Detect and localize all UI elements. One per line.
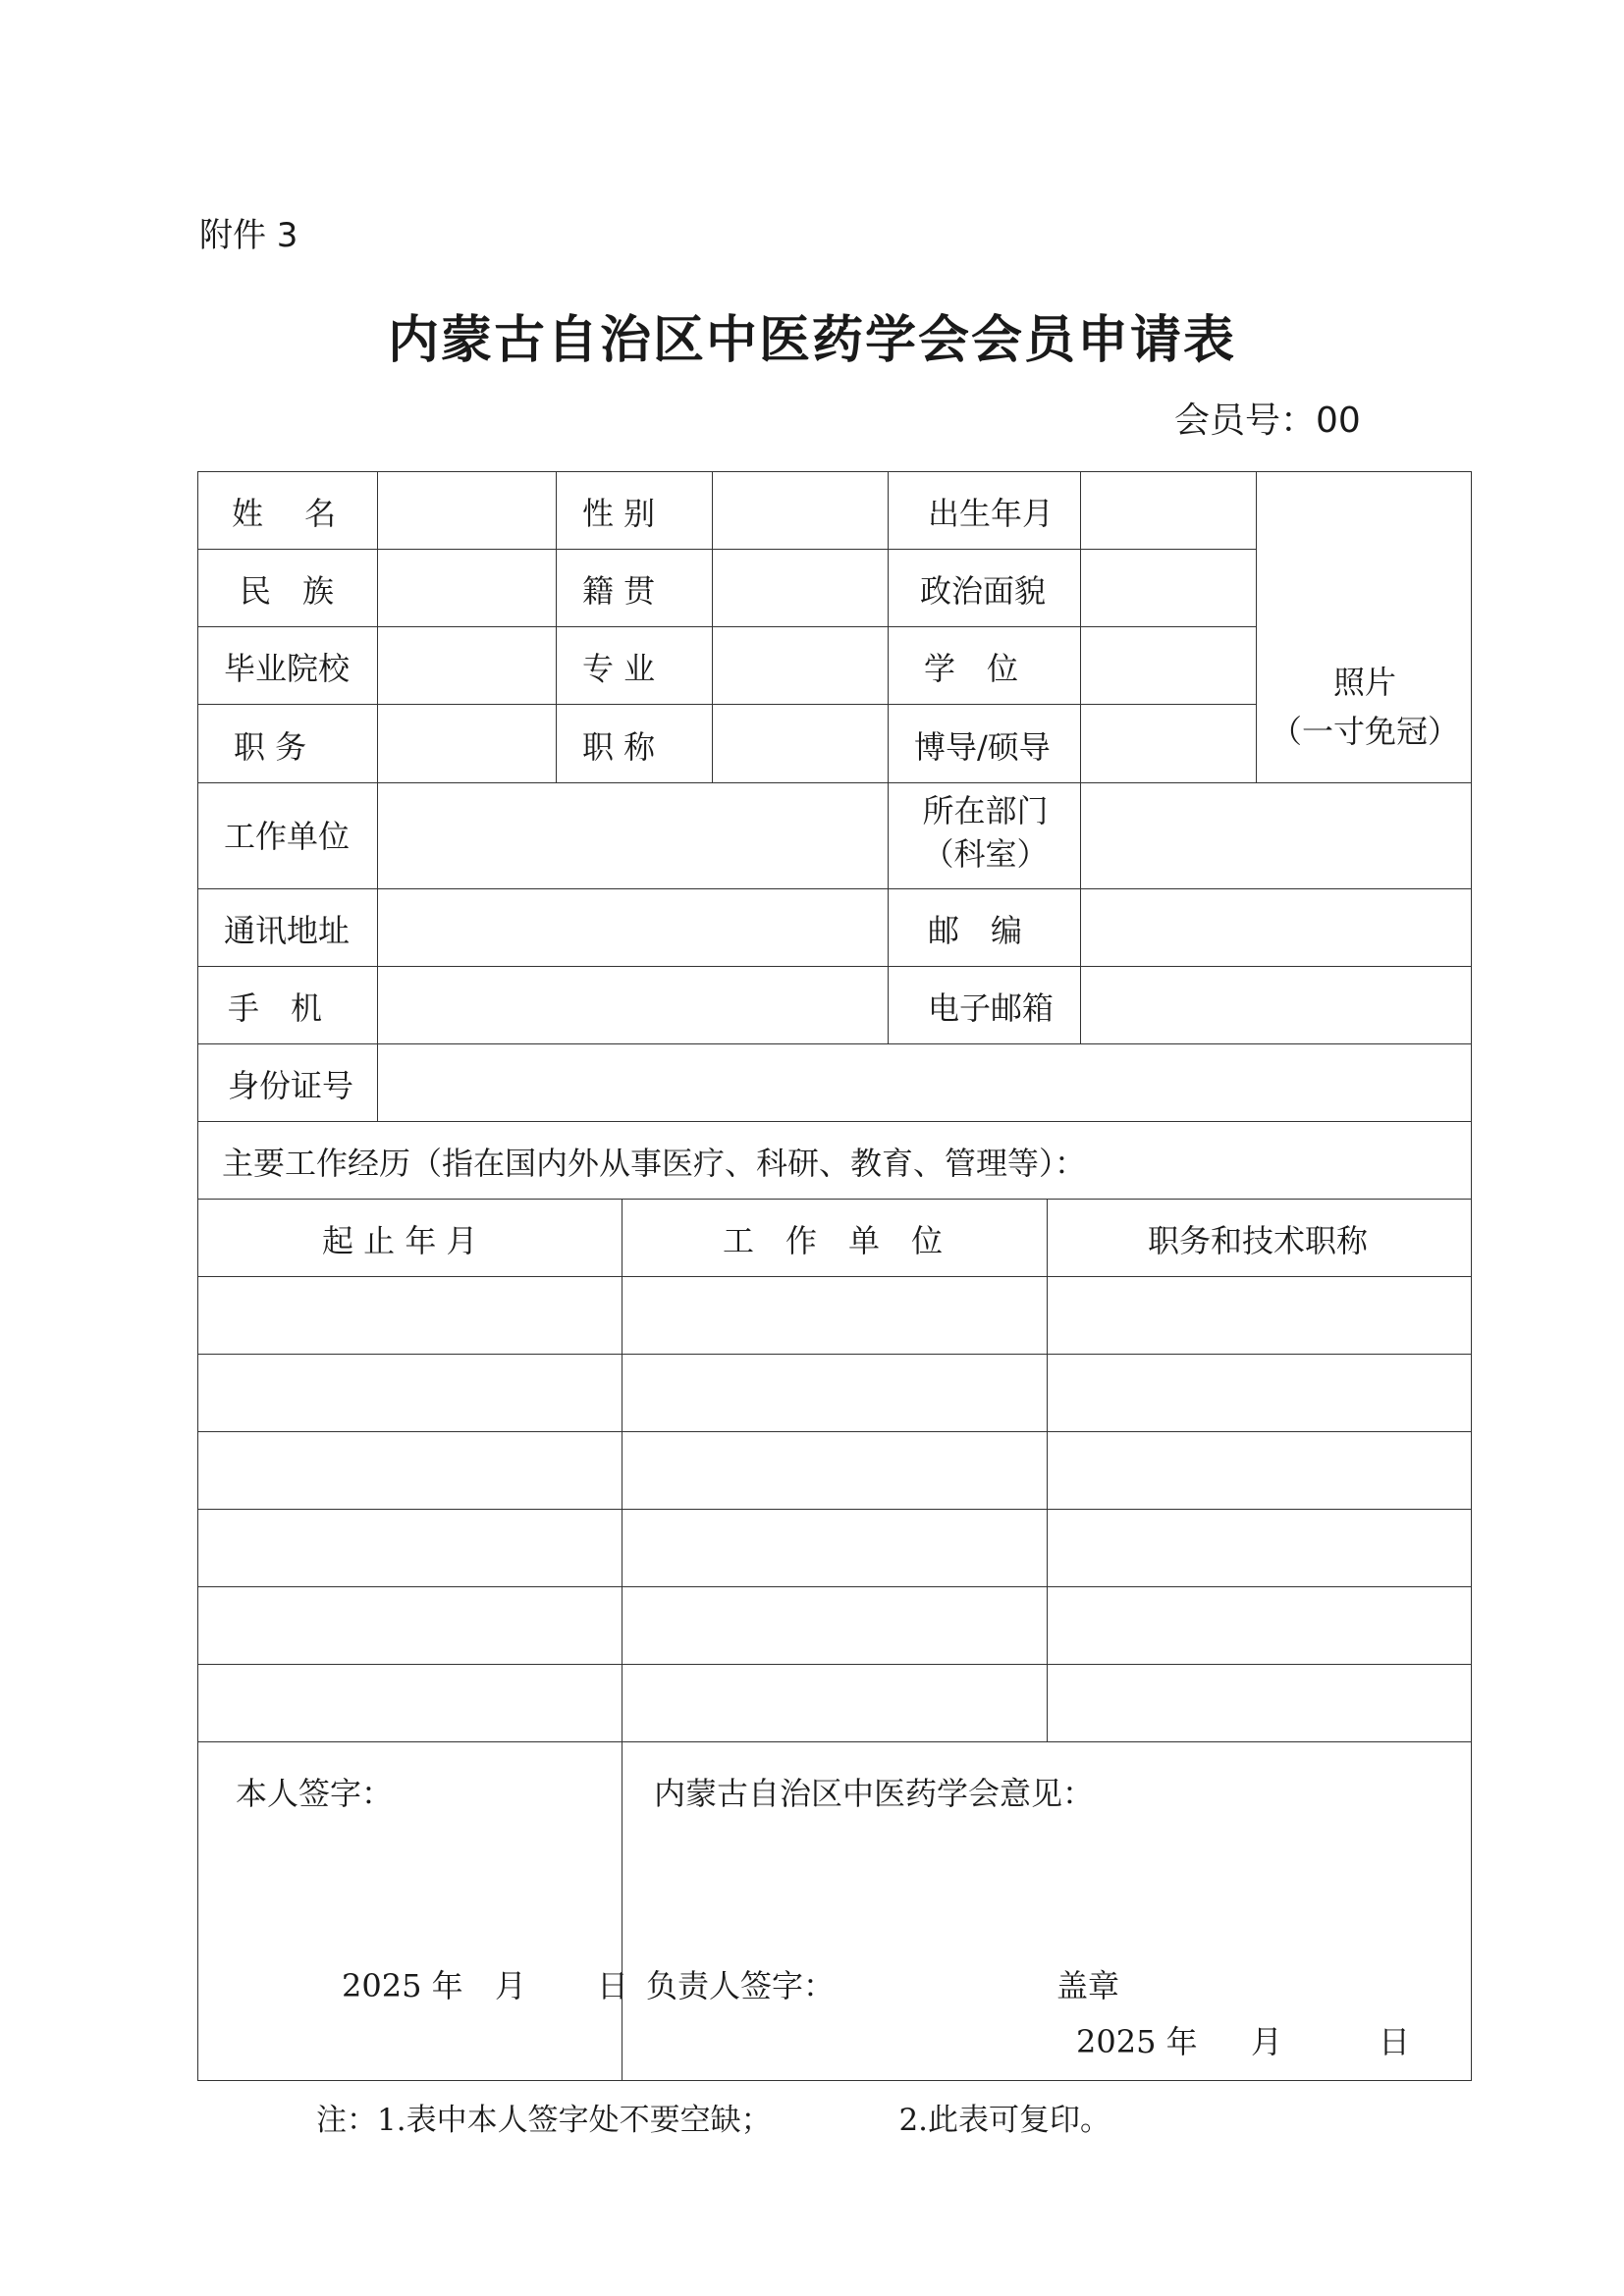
work-unit-field[interactable] (377, 782, 889, 889)
experience-cell[interactable] (1047, 1276, 1472, 1355)
political-status-field[interactable] (1080, 549, 1257, 627)
label-cell-school (197, 626, 378, 705)
page-title: 内蒙古自治区中医药学会会员申请表 (387, 311, 1236, 370)
experience-cell[interactable] (622, 1664, 1048, 1742)
label-cell-native-place (556, 549, 713, 627)
supervisor-field[interactable] (1080, 704, 1257, 783)
application-form (198, 472, 1471, 2082)
experience-cell[interactable] (1047, 1664, 1472, 1742)
postcode-field[interactable] (1080, 888, 1472, 967)
name-field[interactable] (377, 471, 557, 550)
label-position: 职 务 (234, 728, 307, 766)
label-email: 电子邮箱 (928, 989, 1055, 1027)
experience-cell[interactable] (197, 1276, 623, 1355)
seal-label: 盖章 (1056, 1967, 1120, 2004)
label-cell-address (197, 888, 378, 967)
label-cell-id-number (197, 1043, 378, 1122)
experience-cell[interactable] (1047, 1586, 1472, 1665)
society-date-day: 日 (1379, 2023, 1411, 2060)
school-field[interactable] (377, 626, 557, 705)
label-work-unit: 工作单位 (224, 818, 351, 855)
label-photo-size: （一寸免冠） (1270, 713, 1459, 750)
member-number: 会员号：00 (1174, 400, 1361, 441)
label-native-place: 籍 贯 (582, 572, 656, 610)
experience-cell[interactable] (622, 1586, 1048, 1665)
column-header-unit (622, 1199, 1048, 1277)
note-1: 注：1.表中本人签字处不要空缺； (316, 2103, 772, 2138)
label-cell-department (888, 782, 1081, 889)
experience-cell[interactable] (622, 1431, 1048, 1510)
label-name: 姓 名 (232, 495, 337, 532)
label-cell-degree (888, 626, 1081, 705)
address-field[interactable] (377, 888, 889, 967)
society-date-year: 2025 年 (1076, 2023, 1198, 2060)
label-gender: 性 别 (582, 495, 656, 532)
experience-cell[interactable] (622, 1354, 1048, 1432)
label-cell-ethnicity (197, 549, 378, 627)
column-header-period-label: 起 止 年 月 (322, 1222, 478, 1259)
ethnicity-field[interactable] (377, 549, 557, 627)
label-cell-work-unit (197, 782, 378, 889)
label-photo: 照片 (1332, 664, 1396, 701)
label-cell-email (888, 966, 1081, 1044)
society-opinion-area[interactable] (622, 1741, 1472, 2081)
experience-rows (198, 1277, 1473, 1747)
label-birth: 出生年月 (928, 495, 1055, 532)
photo-area[interactable] (1256, 471, 1472, 783)
experience-cell[interactable] (197, 1586, 623, 1665)
experience-cell[interactable] (197, 1354, 623, 1432)
note-2: 2.此表可复印。 (898, 2103, 1111, 2138)
birth-field[interactable] (1080, 471, 1257, 550)
degree-field[interactable] (1080, 626, 1257, 705)
position-field[interactable] (377, 704, 557, 783)
label-cell-gender (556, 471, 713, 550)
label-department-room: （科室） (922, 835, 1049, 873)
id-number-field[interactable] (377, 1043, 1472, 1122)
label-political-status: 政治面貌 (920, 572, 1047, 610)
applicant-signature-area[interactable] (197, 1741, 629, 2081)
society-date-month: 月 (1251, 2023, 1283, 2060)
label-school: 毕业院校 (224, 650, 351, 687)
label-postcode: 邮 编 (928, 912, 1023, 949)
label-title: 职 称 (582, 728, 656, 766)
column-header-title-label: 职务和技术职称 (1148, 1222, 1369, 1259)
applicant-date-month: 月 (495, 1967, 527, 2004)
society-opinion-label: 内蒙古自治区中医药学会意见： (654, 1775, 1095, 1812)
attachment-label: 附件 3 (199, 216, 298, 255)
label-degree: 学 位 (924, 650, 1019, 687)
email-field[interactable] (1080, 966, 1472, 1044)
applicant-date-year: 2025 年 (342, 1967, 463, 2004)
major-field[interactable] (712, 626, 889, 705)
mobile-field[interactable] (377, 966, 889, 1044)
experience-cell[interactable] (622, 1509, 1048, 1587)
label-major: 专 业 (582, 650, 656, 687)
experience-cell[interactable] (197, 1509, 623, 1587)
label-cell-major (556, 626, 713, 705)
applicant-date-day: 日 (597, 1967, 629, 2004)
column-header-unit-label: 工 作 单 位 (723, 1222, 944, 1259)
label-cell-title (556, 704, 713, 783)
department-field[interactable] (1080, 782, 1472, 889)
experience-heading-cell (197, 1121, 1472, 1200)
label-supervisor: 博导/硕导 (914, 728, 1051, 766)
label-cell-name (197, 471, 378, 550)
label-ethnicity: 民 族 (240, 572, 335, 610)
label-department: 所在部门 (922, 792, 1049, 829)
column-header-period (197, 1199, 623, 1277)
experience-heading: 主要工作经历（指在国内外从事医疗、科研、教育、管理等）： (222, 1145, 1087, 1182)
label-id-number: 身份证号 (228, 1067, 354, 1104)
native-place-field[interactable] (712, 549, 889, 627)
experience-cell[interactable] (1047, 1354, 1472, 1432)
experience-cell[interactable] (622, 1276, 1048, 1355)
label-cell-birth (888, 471, 1081, 550)
experience-cell[interactable] (1047, 1431, 1472, 1510)
gender-field[interactable] (712, 471, 889, 550)
experience-cell[interactable] (1047, 1509, 1472, 1587)
label-cell-mobile (197, 966, 378, 1044)
label-cell-position (197, 704, 378, 783)
title-field[interactable] (712, 704, 889, 783)
applicant-signature-label: 本人签字： (236, 1775, 394, 1812)
label-cell-political (888, 549, 1081, 627)
label-mobile: 手 机 (228, 989, 323, 1027)
column-header-title (1047, 1199, 1472, 1277)
label-cell-supervisor (888, 704, 1081, 783)
label-address: 通讯地址 (224, 912, 351, 949)
responsible-signature-label: 负责人签字： (646, 1967, 836, 2004)
experience-cell[interactable] (197, 1664, 623, 1742)
form-notes (316, 2095, 1110, 2139)
label-cell-postcode (888, 888, 1081, 967)
experience-cell[interactable] (197, 1431, 623, 1510)
